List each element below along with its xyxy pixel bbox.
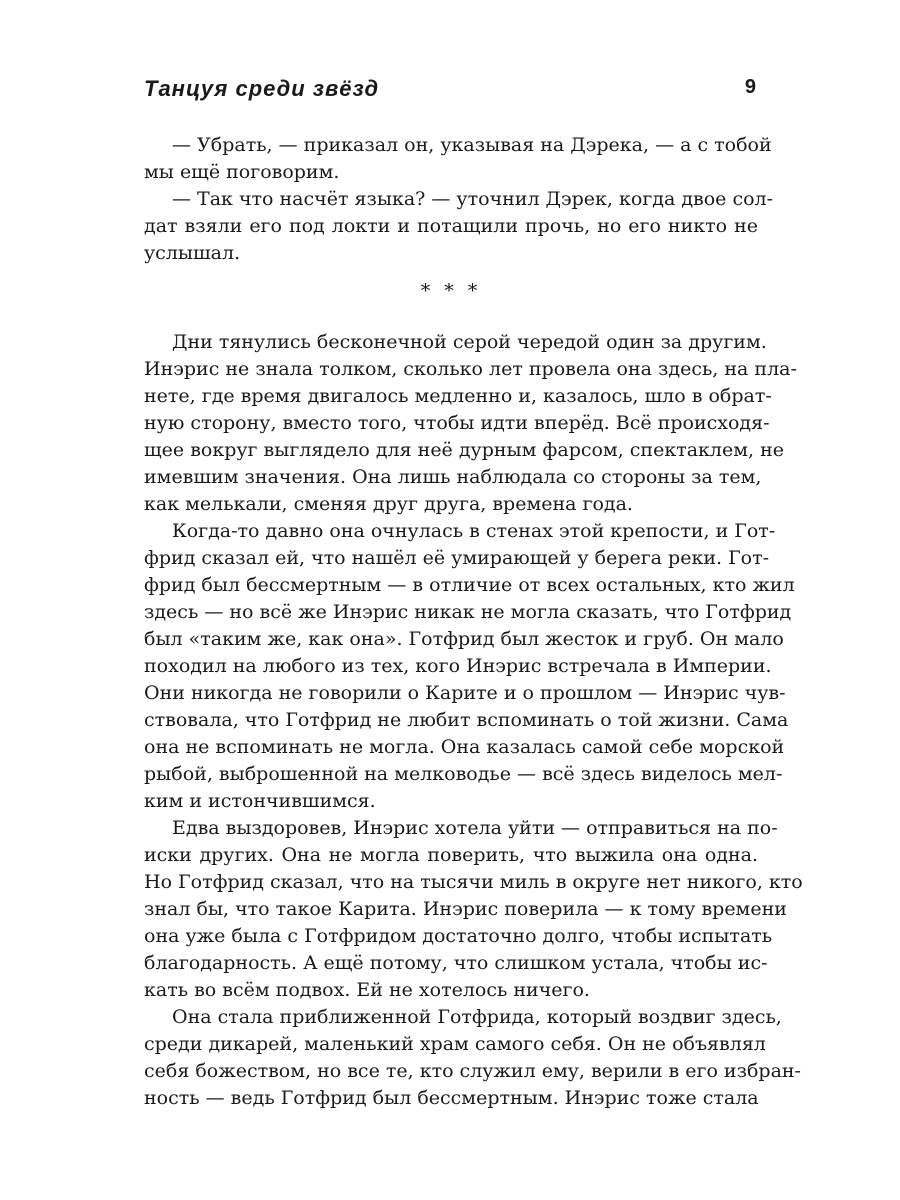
text-line: здесь — но всё же Инэрис никак не могла сказать, что Готфрид	[144, 601, 792, 623]
paragraph-3	[144, 329, 797, 518]
text-line: был «таким же, как она». Готфрид был жесток и груб. Он мало	[144, 628, 784, 650]
text-line: знал бы, что такое Карита. Инэрис поверила — к тому времени	[144, 898, 787, 920]
text-line: Дни тянулись бесконечной серой чередой один за другим.	[172, 331, 767, 353]
text-line: фрид сказал ей, что нашёл её умирающей у берега реки. Гот-	[144, 547, 770, 569]
text-line: щее вокруг выглядело для неё дурным фарсом, спектаклем, не	[144, 439, 785, 461]
paragraph-4	[144, 518, 795, 815]
text-line: дат взяли его под локти и потащили прочь, но его никто не	[144, 215, 758, 237]
text-line: среди дикарей, маленький храм самого себя. Он не объявлял	[144, 1033, 766, 1055]
section-separator: * * *	[420, 280, 482, 302]
book-title: Танцуя среди звёзд	[144, 76, 380, 101]
text-line: — Так что насчёт языка? — уточнил Дэрек, когда двое сол-	[172, 188, 774, 210]
text-line: иски других. Она не могла поверить, что выжила она одна.	[144, 844, 758, 866]
text-line: — Убрать, — приказал он, указывая на Дэрека, — а с тобой	[172, 134, 772, 156]
text-line: Едва выздоровев, Инэрис хотела уйти — отправиться на по-	[172, 817, 778, 839]
text-line: походил на любого из тех, кого Инэрис встречала в Империи.	[144, 655, 772, 677]
text-line: Они никогда не говорили о Карите и о прошлом — Инэрис чув-	[144, 682, 786, 704]
text-line: услышал.	[144, 242, 241, 264]
text-line: ную сторону, вместо того, чтобы идти вперёд. Всё происходя-	[144, 412, 770, 434]
page-number: 9	[744, 76, 756, 98]
text-line: мы ещё поговорим.	[144, 161, 340, 183]
text-line: имевшим значения. Она лишь наблюдала со стороны за тем,	[144, 466, 762, 488]
body-text	[144, 132, 803, 1112]
text-line: нете, где время двигалось медленно и, казалось, шло в обрат-	[144, 385, 772, 407]
text-line: Когда-то давно она очнулась в стенах этой крепости, и Гот-	[172, 520, 776, 542]
text-line: как мелькали, сменяя друг друга, времена года.	[144, 493, 633, 515]
running-head	[0, 76, 900, 106]
paragraph-1	[144, 132, 772, 186]
text-line: кать во всём подвох. Ей не хотелось ничего.	[144, 979, 590, 1001]
paragraph-5	[144, 815, 803, 1004]
text-line: она не вспоминать не могла. Она казалась самой себе морской	[144, 736, 785, 758]
text-line: Но Готфрид сказал, что на тысячи миль в округе нет никого, кто	[144, 871, 803, 893]
text-line: себя божеством, но все те, кто служил ему, верили в его избран-	[144, 1060, 801, 1082]
text-line: рыбой, выброшенной на мелководье — всё здесь виделось мел-	[144, 763, 783, 785]
paragraph-6	[144, 1004, 801, 1112]
text-line: Инэрис не знала толком, сколько лет провела она здесь, на пла-	[144, 358, 797, 380]
text-line: ность — ведь Готфрид был бессмертным. Инэрис тоже стала	[144, 1087, 759, 1109]
text-line: благодарность. А ещё потому, что слишком устала, чтобы ис-	[144, 952, 768, 974]
text-line: фрид был бессмертным — в отличие от всех остальных, кто жил	[144, 574, 795, 596]
text-line: ким и истончившимся.	[144, 790, 376, 812]
text-line: Она стала приближенной Готфрида, который воздвиг здесь,	[172, 1006, 782, 1028]
text-line: ствовала, что Готфрид не любит вспоминать о той жизни. Сама	[144, 709, 789, 731]
paragraph-2	[144, 186, 774, 267]
text-line: она уже была с Готфридом достаточно долго, чтобы испытать	[144, 925, 773, 947]
